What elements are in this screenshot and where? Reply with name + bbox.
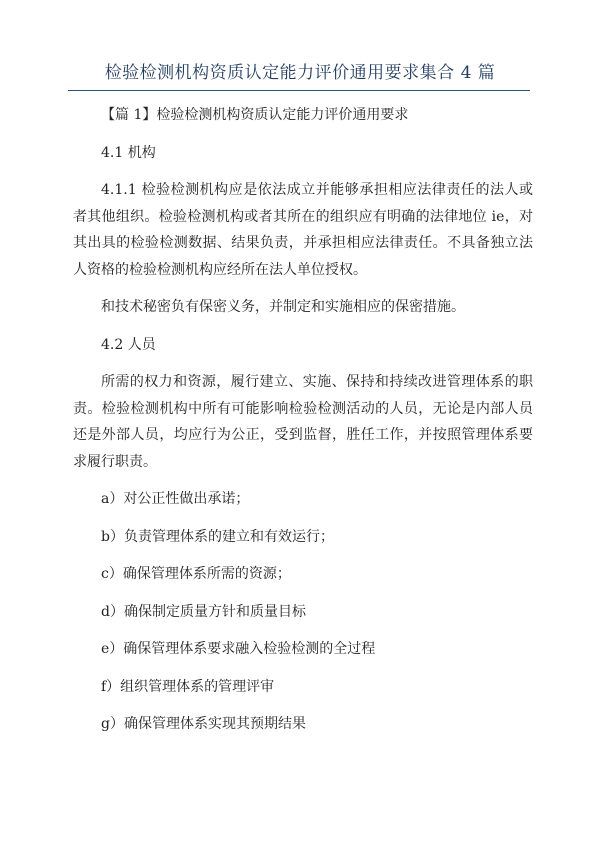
responsibility-list bbox=[73, 486, 533, 738]
clause-heading-4-1: 4.1 机构 bbox=[101, 144, 156, 161]
list-item: e）确保管理体系要求融入检验检测的全过程 bbox=[101, 641, 376, 657]
clause-heading-4-2: 4.2 人员 bbox=[101, 336, 156, 353]
document-title: 检验检测机构资质认定能力评价通用要求集合 4 篇 bbox=[104, 63, 496, 83]
personnel-paragraph: 所需的权力和资源，履行建立、实施、保持和持续改进管理体系的职责。检验检测机构中所有可能影响检验检测活动的人员，无论是内部人员还是外部人员，均应行为公正，受到监督，胜任工作，并按照管理体系要求履行职责。 bbox=[73, 374, 533, 470]
list-item: f）组织管理体系的管理评审 bbox=[101, 678, 275, 695]
document-body bbox=[73, 100, 533, 749]
list-item: a）对公正性做出承诺； bbox=[101, 491, 250, 507]
list-item: b）负责管理体系的建立和有效运行； bbox=[101, 528, 334, 545]
section-heading-part1: 【篇 1】检验检测机构资质认定能力评价通用要求 bbox=[101, 107, 409, 123]
list-item: c）确保管理体系所需的资源； bbox=[101, 566, 291, 582]
title-divider bbox=[68, 90, 530, 91]
clause-4-1-1-paragraph: 4.1.1 检验检测机构应是依法成立并能够承担相应法律责任的法人或者其他组织。检验检测机构或者其所在的组织应有明确的法律地位 ie，对其出具的检验检测数据、结果负责，并承担相应法律责任。不具备独立法人资格的检验检测机构应经所在法人单位授权。 bbox=[73, 182, 533, 278]
list-item: g）确保管理体系实现其预期结果 bbox=[101, 716, 306, 732]
list-item: d）确保制定质量方针和质量目标 bbox=[101, 603, 306, 620]
confidentiality-paragraph: 和技术秘密负有保密义务，并制定和实施相应的保密措施。 bbox=[101, 299, 465, 315]
